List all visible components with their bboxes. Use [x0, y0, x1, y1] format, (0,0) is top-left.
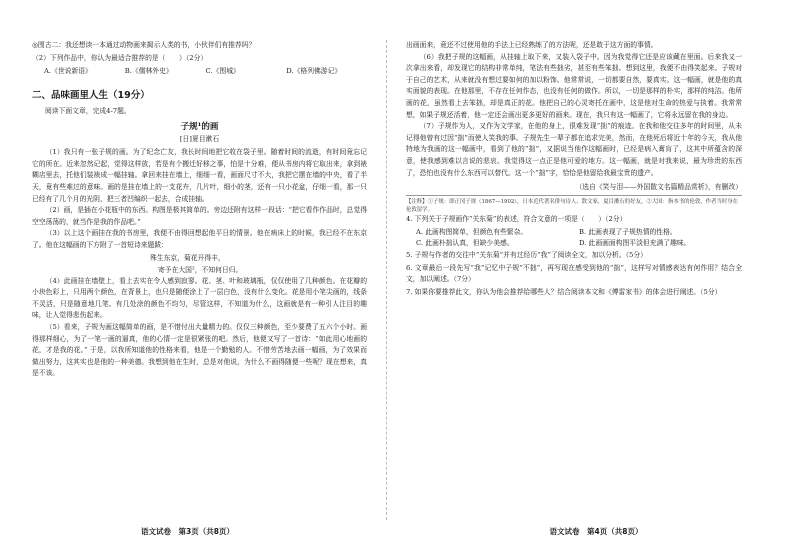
- option-b: B. 此画表现了子规热情的性格。: [579, 227, 677, 236]
- page-footer-left: 语文试卷 第3页（共8页）: [141, 527, 234, 536]
- reading-instruction: 阅读下面文章，完成4-7题。: [45, 107, 131, 116]
- option-a: A. 此画构图简单，但颜色有些繁杂。: [416, 227, 528, 236]
- option-b: B.《儒林外史》: [124, 67, 173, 76]
- paragraph-5: （5）看来，子规为画这幅简单的画，是不惜付出大量精力的。仅仅三种颜色，至少要费了五六个小时。画得那样细心，为了一笔一画的逼真，他的心情一定是很紧张的吧。然后，他便又写了一首诗：“如此用心地画的花，才是我的花。” 于是，以我所知道他的性格来看，他是一个勤勉的人。不惜劳苦地去画一幅画，为了效果而做出努力，这其实也是他的一种美德。我想到他在生时，总是对他说，为什么不画得随便一些呢？现在想来，真是不该。: [32, 322, 367, 378]
- question-6: 6. 文章最后一段先写“我”记忆中子规“不拙”，再写现在感受到他的“拙”，这样写对情感表达有何作用？结合全文，加以阐述。（7分）: [406, 263, 742, 284]
- option-c: C.《围城》: [205, 67, 240, 76]
- option-a: A.《世说新语》: [44, 67, 92, 76]
- article-title: 子规¹的画: [180, 122, 219, 133]
- page-footer-right: 语文试卷 第4页（共8页）: [549, 527, 643, 536]
- question-2: （2）下列作品中，你认为最适合推荐的是（ ）（2分）: [32, 53, 208, 62]
- question-5: 5. 子规与作者的交往中“关东菊”并有过经历“我”了阅读全文，加以分析。（5分）: [406, 250, 647, 259]
- footnote: 【注释】①子规：即正冈子规（1867—1902），日本近代著名俳句诗人、散文家，夏目漱石的好友。②大国：指本书的伦敦，作者当时身在伦敦留学。: [406, 195, 742, 214]
- paragraph-3: （3）以上这个画挂在我的书房里，我便不由得回想起他平日的情景。他在病床上的时候，我已经不在东京了。他在这幅画的下方附了一首短诗来题跋：: [32, 229, 367, 249]
- question-4-options: [406, 227, 742, 250]
- question-2-options: [32, 65, 367, 77]
- paragraph-6: （6）我把子规的这幅画，从挂轴上取下来，又装入袋子中。因为我觉得它还是应该藏在里面。后来我又一次拿出来看，却发现它的结构非常单纯，笔法有些拙劣，甚至有些笨拙。想到这里，我便不由得笑起来。子规对于自己的艺术，从来就没有想过要如何的加以粉饰。他常常说，一切都要自然，要真实。这一幅画，就是他的真实面貌的表现。在他那里，不存在任何作态，也没有任何的做作。所以，一切是那样的朴实，那样的纯洁。他所画的花，虽然看上去笨拙，却是真正的花。他把自己的心灵寄托在画中，这是他对生命的热爱与执着。我常常想，如果子规还活着，他一定还会画出更多更好的画来。现在，我只有这一幅画了，它将永远留在我的身边。: [406, 52, 742, 119]
- paragraph-5-continued: 出画面来，竟还不过使用他的手法上已经熟练了的方法呢，还是敢于这方面的事情。: [406, 41, 658, 49]
- section-title: 二、品味画里人生（19分）: [32, 90, 150, 102]
- paragraph-2: （2）画，是插在小花瓶中的东西。构图是极其简单的。旁边还附有这样一段话：“把它看作作品时，总觉得空空荡荡的，就当作是我的作品吧。”: [32, 206, 367, 226]
- poem-line-1: 殊生东京，菊花开得丰，: [150, 253, 225, 262]
- page-divider: [386, 40, 387, 520]
- option-d: D. 此画画面构图平淡但充满了趣味。: [579, 239, 691, 248]
- left-page: [0, 0, 375, 560]
- paragraph-1: （1）我只有一张子规的画。为了纪念亡友，我长时间地把它收在袋子里。随着时间的流逝，有时间竟忘记它的所在。近来忽然记起，觉得这样放，若是有个搬迁好移之事，怕是十分难，便从书房内将它取出来，拿到裱糊店里去，托他们装裱成一幅挂轴。拿回来挂在墙上，细细一看，画面尺寸不大，我把它摆在墙的中央，看了半天，竟有些难过的意味。画的是挂在墙上的一支花卉，几片叶，细小的茎，还有一只小花盆，仔细一看，那一只已经有了几个月的光阴，把三者凹编织一起去，合成挂轴。: [32, 148, 367, 203]
- question-intro: ◎围古二：我还想读一本通过动物画来揭示人类的书，小伙伴们有推荐吗？: [32, 41, 256, 49]
- option-d: D.《格列佛游记》: [286, 67, 342, 76]
- question-4: 4. 下列关于子规画作“关东菊”的表述，符合文意的一项是（ ）（2分）: [406, 215, 627, 224]
- question-7: 7. 如果你要推荐此文，你认为他会推荐给哪些人？结合阅读本文和《傅雷家书》的体会进行阐述。（5分）: [406, 287, 722, 296]
- poem-line-2: 寄予在大国²，不知何日归。: [158, 265, 243, 274]
- paragraph-4: （4）此画挂在墙壁上，看上去实在令人感到寂寥。花、茎、叶和玻璃瓶，仅仅使用了几种颜色。在花瓣的小块色彩上，只用两个颜色，在背景上，也只是随便涂上了一层白色，没有什么变化。花是用小笔尖画的，线条不灵活，只是随意地几笔。有几处涂的颜色不均匀，尽管这样，不知道为什么，这画就是有一种引人注目的趣味，让人觉得悲伤起来。: [32, 276, 367, 320]
- article-source: （选自《笑与泪——外国散文名篇精品赏析》，有删改）: [575, 183, 742, 192]
- article-author: [日]夏目漱石: [179, 135, 220, 144]
- option-c: C. 此画朴拙认真，但缺少美感。: [416, 239, 514, 248]
- paragraph-7: （7）子规作为人，又作为文学家，在他的身上，很难发现“拙”的痕迹。在我和他交往多年的时间里，从未记得他曾有过因“拙”而使人笑我的事。子规先生一辈子都在追求完美，然而，在他死后将近十年的今天，我从他特地为我画的这一幅画中，看到了他的“拙”，又据说当他作这幅画时，已经是病入膏肓了，这其中所蕴含的深意，使我感到难以言说的悲哀。我觉得这一点正是他可爱的地方。这一幅画，就是对我来说，最为珍贵的东西了，恐怕也没有什么东西可以替代。这一个“拙”字，恰恰是他留给我最宝贵的遗产。: [406, 122, 742, 177]
- right-page: [398, 0, 794, 560]
